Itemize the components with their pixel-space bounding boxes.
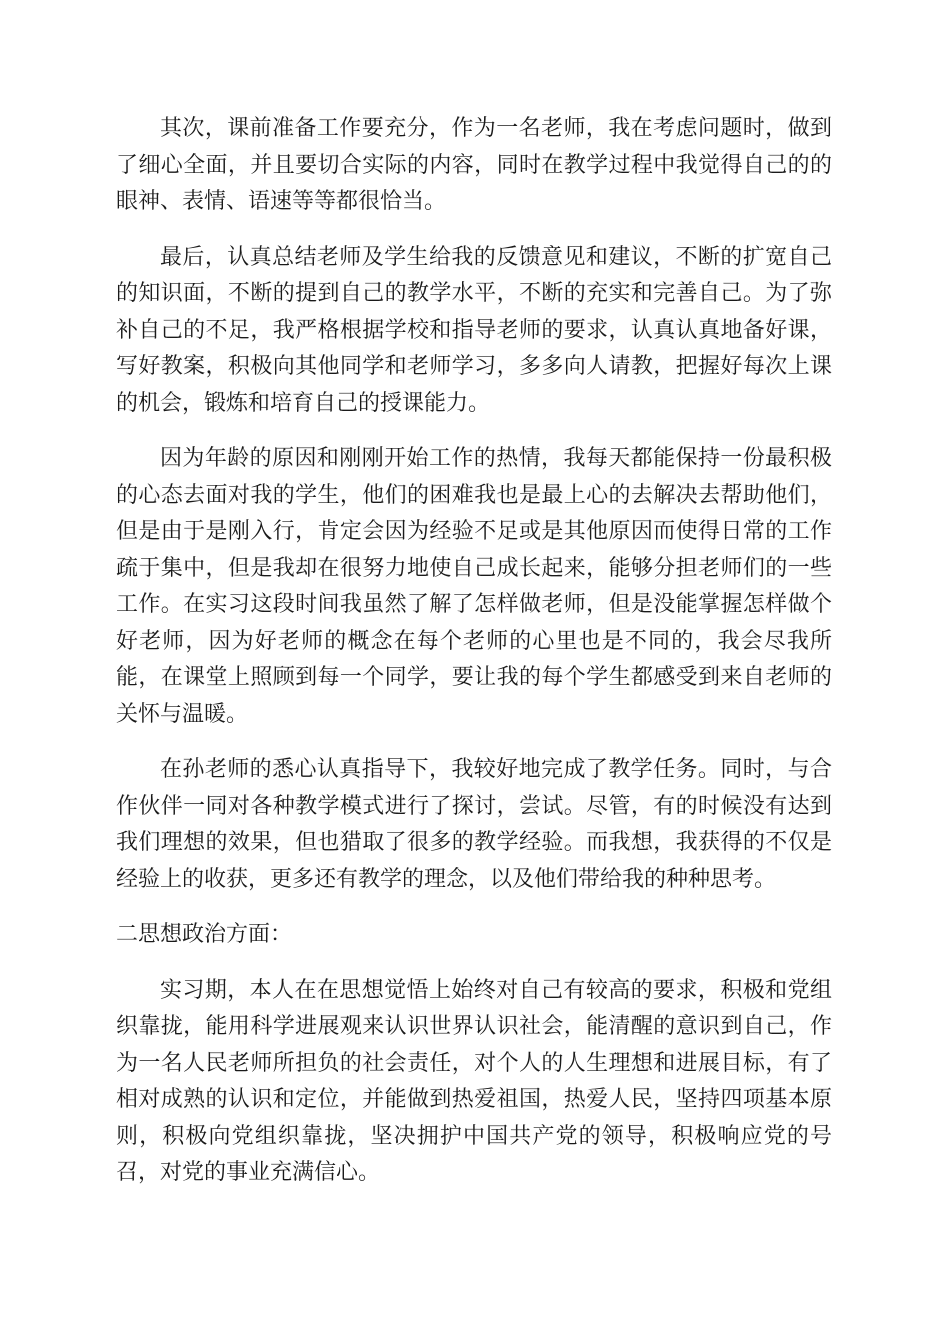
- paragraph-political-thought: 实习期，本人在在思想觉悟上始终对自己有较高的要求，积极和党组织靠拢，能用科学进展观来认识世界认识社会，能清醒的意识到自己，作为一名人民老师所担负的社会责任，对个人的人生理想和进展目标，有了相对成熟的认识和定位，并能做到热爱祖国，热爱人民，坚持四项基本原则，积极向党组织靠拢，坚决拥护中国共产党的领导，积极响应党的号召，对党的事业充满信心。: [116, 977, 832, 1185]
- document-body: [116, 111, 832, 1211]
- paragraph-work-attitude: 因为年龄的原因和刚刚开始工作的热情，我每天都能保持一份最积极的心态去面对我的学生，他们的困难我也是最上心的去解决去帮助他们，但是由于是刚入行，肯定会因为经验不足或是其他原因而使得日常的工作疏于集中，但是我却在很努力地使自己成长起来，能够分担老师们的一些工作。在实习这段时间我虽然了解了怎样做老师，但是没能掌握怎样做个好老师，因为好老师的概念在每个老师的心里也是不同的，我会尽我所能，在课堂上照顾到每一个同学，要让我的每个学生都感受到来自老师的关怀与温暖。: [116, 446, 832, 727]
- paragraph-feedback-summary: 最后，认真总结老师及学生给我的反馈意见和建议，不断的扩宽自己的知识面，不断的提到自己的教学水平，不断的充实和完善自己。为了弥补自己的不足，我严格根据学校和指导老师的要求，认真认真地备好课，写好教案，积极向其他同学和老师学习，多多向人请教，把握好每次上课的机会，锻炼和培育自己的授课能力。: [116, 244, 832, 416]
- paragraph-teaching-guidance: 在孙老师的悉心认真指导下，我较好地完成了教学任务。同时，与合作伙伴一同对各种教学模式进行了探讨，尝试。尽管，有的时候没有达到我们理想的效果，但也猎取了很多的教学经验。而我想，我获得的不仅是经验上的收获，更多还有教学的理念，以及他们带给我的种种思考。: [116, 757, 832, 892]
- section-heading-political: 二思想政治方面：: [116, 922, 293, 947]
- paragraph-lesson-preparation: 其次，课前准备工作要充分，作为一名老师，我在考虑问题时，做到了细心全面，并且要切合实际的内容，同时在教学过程中我觉得自己的的眼神、表情、语速等等都很恰当。: [116, 116, 832, 214]
